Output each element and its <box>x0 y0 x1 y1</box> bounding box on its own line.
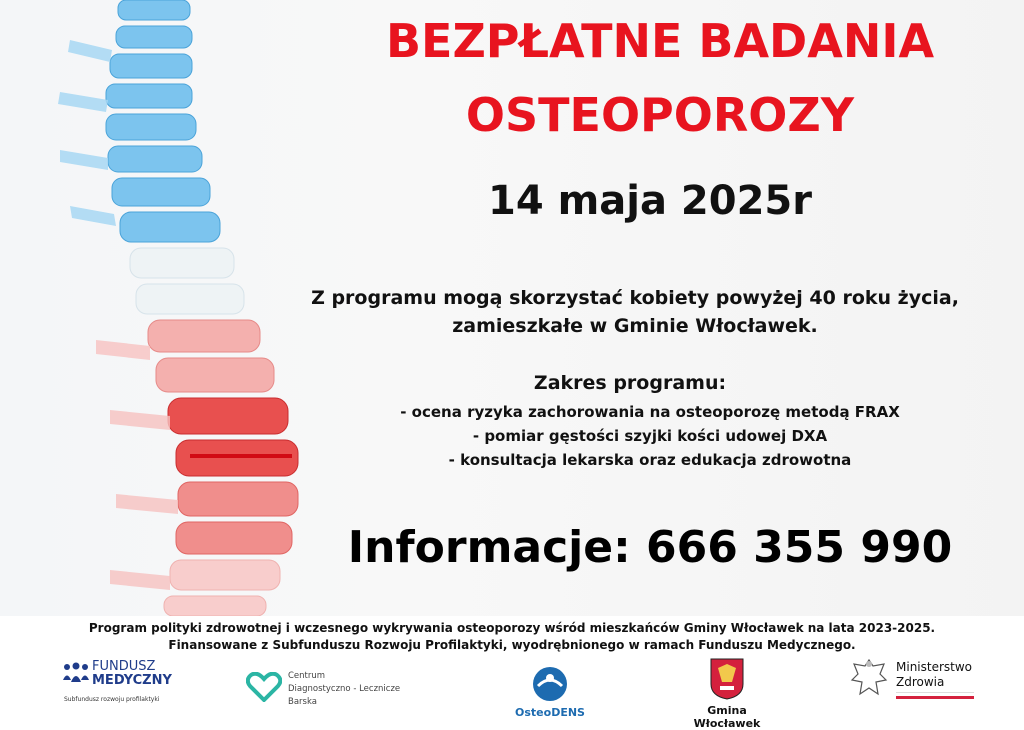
footer-line-1: Program polityki zdrowotnej i wczesnego wykrywania osteoporozy wśród mieszkańców Gminy Włocławek na lata 2023-2025. <box>88 621 936 635</box>
eligibility-line-1: Z programu mogą skorzystać kobiety powyżej 40 roku życia, <box>311 287 959 309</box>
ministerstwo-name <box>896 660 972 690</box>
scope-heading: Zakres programu: <box>533 372 727 394</box>
osteodens-name: OsteoDENS <box>515 706 585 719</box>
centrum-name <box>288 670 438 709</box>
heart-icon <box>246 672 282 702</box>
ministerstwo-line-1: Ministerstwo <box>896 660 973 674</box>
title-line-1: BEZPŁATNE BADANIA <box>385 14 935 68</box>
fundusz-line-2: MEDYCZNY <box>92 673 172 688</box>
scope-item: - pomiar gęstości szyjki kości udowej DXA <box>472 427 828 445</box>
centrum-diagnostyczne-logo <box>246 668 446 716</box>
gmina-wloclawek-logo <box>672 658 782 730</box>
fundusz-subtitle: Subfundusz rozwoju profilaktyki <box>64 696 160 703</box>
eagle-icon <box>848 656 890 702</box>
osteodens-logo <box>500 664 600 720</box>
centrum-line-2: Diagnostyczno - Lecznicze <box>288 684 401 694</box>
scope-list <box>300 400 1000 472</box>
footer-line-2: Finansowane z Subfunduszu Rozwoju Profilaktyki, wyodrębnionego w ramach Funduszu Medycznego. <box>168 638 856 652</box>
gmina-name: Gmina Włocławek <box>693 704 761 730</box>
scope-item: - konsultacja lekarska oraz edukacja zdrowotna <box>448 451 852 469</box>
people-icon <box>62 662 90 684</box>
contact-info: Informacje: 666 355 990 <box>347 522 953 573</box>
fundusz-medyczny-logo <box>62 660 212 710</box>
footer-text <box>0 620 1024 654</box>
event-date: 14 maja 2025r <box>488 178 812 224</box>
fundusz-line-1: FUNDUSZ <box>92 659 156 674</box>
eligibility-line-2: zamieszkałe w Gminie Włocławek. <box>452 315 818 337</box>
scope-item: - ocena ryzyka zachorowania na osteoporozę metodą FRAX <box>400 403 900 421</box>
flag-red-stripe <box>896 696 974 699</box>
ministerstwo-line-2: Zdrowia <box>896 675 945 689</box>
eligibility-text <box>240 284 1024 340</box>
title-line-2: OSTEOPOROZY <box>465 88 855 142</box>
fundusz-name <box>92 660 172 688</box>
globe-icon <box>530 664 570 704</box>
centrum-line-1: Centrum <box>288 671 326 681</box>
ministerstwo-zdrowia-logo <box>846 656 986 714</box>
coat-of-arms-icon <box>710 658 744 700</box>
centrum-line-3: Barska <box>288 697 317 707</box>
